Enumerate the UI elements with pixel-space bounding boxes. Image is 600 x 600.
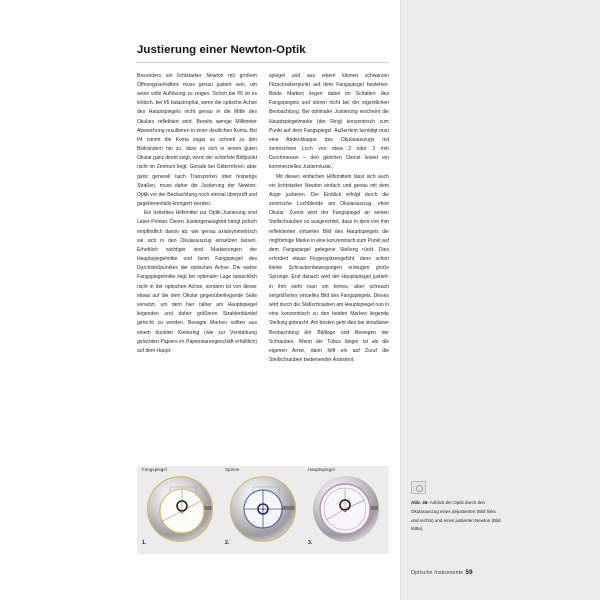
title-rule	[137, 62, 389, 63]
paragraph: Besonders ein lichtstarker Newton mit großem Öffnungsverhältnis muss genau justiert sein, um seine volle Auflösung zu zeigen. Schon bei f/6 ist es kritisch, bei f/5 katastrophal, wenn die optische Achse des Hauptspiegels nicht genau in die Mitte des Okulars reflektiert wird. Bereits wenige Millimeter Abweichung resultieren in einer deutlichen Koma. Bei f/4 nimmt die Koma sogar so schnell zu den Bildrändern hin zu, dass es sich in einem guten Okular ganz direkt zeigt, wenn der schärfste Bildpunkt nicht im Zentrum liegt. Gerade bei Gitterrohren, aber ganz generell nach Transporten über holperige Straßen, muss daher die Justierung der Newton-Optik vor der Beobachtung noch einmal überprüft und gegebenenfalls korrigiert werden.	[137, 72, 257, 208]
text-columns	[137, 72, 389, 366]
camera-icon	[411, 481, 426, 494]
caption-figure-number: Abb. 46:	[411, 500, 429, 505]
sidebar-divider	[400, 0, 401, 600]
figure-band	[137, 466, 389, 554]
page-number: 59	[465, 569, 473, 576]
figure-1	[140, 466, 220, 554]
figure-3-diagram	[310, 473, 382, 545]
figure-1-number: 1.	[142, 540, 147, 546]
figure-2-diagram	[227, 473, 299, 545]
column-left	[137, 72, 257, 366]
figure-3-number: 3.	[308, 540, 313, 546]
column-right	[269, 72, 389, 366]
figure-2-label: Spinne	[225, 467, 240, 472]
page-footer	[411, 569, 473, 576]
figure-3-label: Hauptspiegel	[308, 467, 335, 472]
page-title: Justierung einer Newton-Optik	[137, 44, 306, 56]
article-content	[137, 44, 389, 365]
footer-section-name: Optische Instrumente	[411, 570, 464, 576]
figure-2-number: 2.	[225, 540, 230, 546]
camera-lens-icon	[416, 485, 423, 492]
figure-2	[223, 466, 303, 554]
figure-1-diagram	[144, 473, 216, 545]
figure-caption	[411, 481, 503, 534]
paragraph: Ein beliebtes Hilfsmittel zur Optik-Justierung sind Laser-Pointer. Deren Justiergenauigkeit hängt jedoch empfindlich davon ab, wie genau axialsymmetrisch sie sich in den Okularauszug einsetzen lassen. Erheblich wichtiger sind Markierungen der Hauptspiegelmitte und beim Fangspiegel des Durchstoßpunktes der optischen Achse. Die wahre Fangspiegelmitte liegt bei optimaler Lage tatsächlich nicht in der optischen Achse, sondern ist von dieser etwas auf die dem Okular gegenüberliegende Seite versetzt, um dem hier näher am Hauptspiegel liegenden und daher größeren Strahlenbündel gerecht zu werden. Besagte Marken sollten aus einem dunklen Klebering (wie zur Verstärkung gelochten Papiers im Papierwarengeschäft erhältlich) auf dem Haupt-	[137, 210, 257, 354]
paragraph: Mit diesen einfachen Hilfsmitteln lässt sich auch ein lichtstarker Newton einfach und genau mit dem Auge justieren. Der Einblick erfolgt durch die zentrische Lochblende am Okularauszug, ohne Okular. Zuerst wird der Fangspiegel an seinen Stellschrauben so ausgerichtet, dass in dem von ihm reflektierten virtuellen Bild des Hauptspiegels die ringförmige Marke in eine konzentrisch zum Punkt auf dem Fangspiegel gelegene Stellung rückt. Dies erfordert etwas Fingerspitzengefühl, denn schon kleine Schraubenbewegungen erzeugen große Sprünge. Erst danach wird der Hauptspiegel justiert: in ihm sieht man ein fernes, aber schwach vergrößertes virtuelles Bild des Fangspiegels. Dieses wird durch die Stellschrauben am Hauptspiegel nun in eine konzentrisch zu den beiden Marken liegende Stellung gebracht. Am besten geht dies bei simultaner Beobachtung der Bildlage und Bewegen der Schrauben. Wenn der Tubus länger ist als die eigenen Arme, dann hilft ein auf Zuruf die Stellschrauben bedienender Assistent.	[269, 173, 389, 364]
figure-3	[306, 466, 386, 554]
left-margin	[0, 0, 112, 600]
figure-1-label: Fangspiegel	[142, 467, 168, 472]
paragraph: spiegel und aus einem kleinen schwarzen Filzschreiberpunkt auf dem Fangspiegel bestehen. Beide Marken liegen dabei im Schatten des Fangspiegels und stören nicht bei der eigentlichen Beobachtung. Bei optimaler Justierung erscheint die Hauptspiegelmarke (der Ring) konzentrisch zum Punkt auf dem Fangspiegel. Außerdem benötigt man eine Abdeckkappe des Okularauszugs mit zentrischem Loch von etwa 2 oder 3 mm Durchmesser – den gleichen Dienst leistet ein kommerzielles Justierokular.	[269, 72, 389, 171]
caption-text: Anblick der Optik durch den Okularauszug eines dejustierten (Bild links und rechts) und eines justierten Newton (Bild Mitte).	[411, 500, 501, 532]
